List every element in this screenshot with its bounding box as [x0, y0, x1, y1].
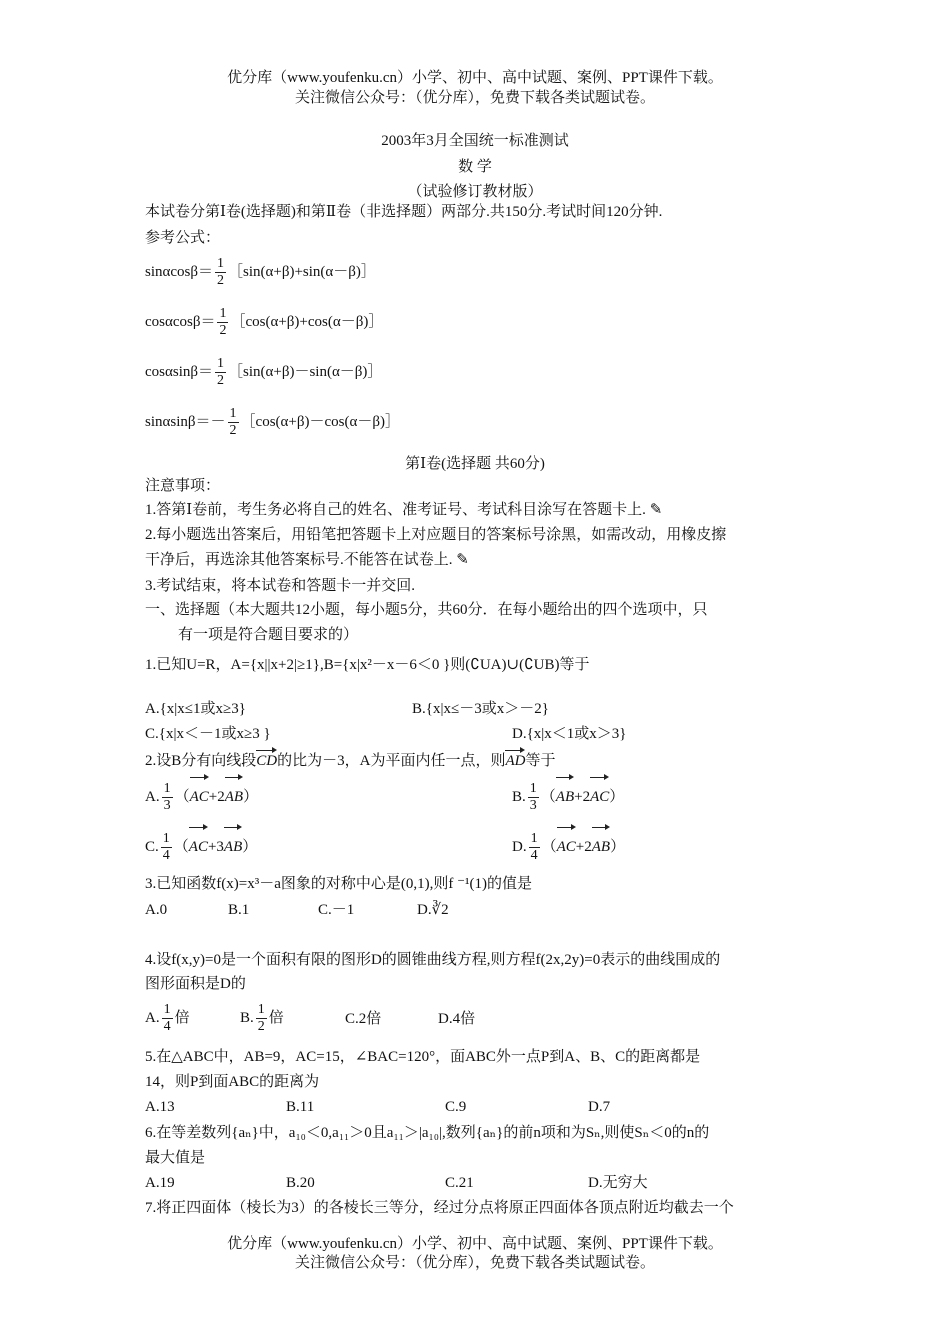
q1-option-c: C.{x|x＜－1或x≥3 } — [145, 726, 271, 742]
subject-title: 数 学 — [458, 159, 492, 175]
q4-option-b: B. $\frac{1}{2}$ 倍 — [240, 1002, 284, 1035]
footer-line-1: 优分库（www.youfenku.cn）小学、初中、高中试题、案例、PPT课件下载。 — [227, 1236, 723, 1252]
question-6-cont: 最大值是 — [145, 1150, 206, 1166]
q5-option-a: A.13 — [145, 1099, 175, 1115]
question-5: 5.在△ABC中，AB=9，AC=15，∠BAC=120°，面ABC外一点P到A、B、C的距离都是 — [145, 1049, 701, 1065]
q5-option-c: C.9 — [445, 1099, 467, 1115]
q2-option-a: A. $\frac{1}{3}$ （AC+2AB） — [145, 776, 258, 815]
q1-option-b: B.{x|x≤－3或x＞－2} — [412, 701, 549, 717]
fraction: $\frac{1}{2}$ — [257, 1002, 265, 1035]
q5-option-d: D.7 — [588, 1099, 611, 1115]
header-line-2: 关注微信公众号：（优分库），免费下载各类试题试卷。 — [294, 90, 655, 106]
footer-line-2: 关注微信公众号：（优分库），免费下载各类试题试卷。 — [294, 1255, 655, 1271]
fraction: $\frac{1}{2}$ — [217, 256, 224, 289]
q2-option-b: B. $\frac{1}{3}$ （AB+2AC） — [512, 776, 624, 815]
fraction: $\frac{1}{3}$ — [163, 781, 171, 814]
q4-option-a: A. $\frac{1}{4}$ 倍 — [145, 1002, 190, 1035]
fraction: $\frac{1}{4}$ — [163, 1002, 171, 1035]
q4-option-d: D.4倍 — [438, 1011, 476, 1027]
note-2-cont: 干净后，再选涂其他答案标号.不能答在试卷上. ✎ — [145, 552, 469, 568]
question-1: 1.已知U=R，A={x||x+2|≥1},B={x|x²－x－6＜0 }则(∁UA)∪(∁UB)等于 — [145, 657, 590, 673]
question-5-cont: 14，则P到面ABC的距离为 — [145, 1074, 320, 1090]
question-7: 7.将正四面体（棱长为3）的各棱长三等分，经过分点将原正四面体各顶点附近均截去一个 — [145, 1200, 734, 1216]
question-4: 4.设f(x,y)=0是一个面积有限的图形D的圆锥曲线方程,则方程f(2x,2y)=0表示的曲线围成的 — [145, 952, 721, 968]
note-2: 2.每小题选出答案后，用铅笔把答题卡上对应题目的答案标号涂黑，如需改动，用橡皮擦 — [145, 527, 727, 543]
q6-option-a: A.19 — [145, 1175, 175, 1191]
q1-option-d: D.{x|x＜1或x＞3} — [512, 726, 627, 742]
question-3: 3.已知函数f(x)=x³－a图象的对称中心是(0,1),则f ⁻¹(1)的值是 — [145, 876, 532, 892]
fraction: $\frac{1}{4}$ — [162, 831, 170, 864]
exam-title: 2003年3月全国统一标准测试 — [381, 133, 569, 149]
notes-label: 注意事项： — [145, 478, 221, 494]
q5-option-b: B.11 — [286, 1099, 315, 1115]
fraction: $\frac{1}{2}$ — [217, 356, 224, 389]
formula-1: sinαcosβ＝ $\frac{1}{2}$ ［sin(α+β)+sin(α－β)］ — [145, 256, 376, 289]
q3-option-b: B.1 — [228, 902, 250, 918]
decorative-mark-icon: ✎ — [452, 552, 469, 568]
q1-option-a: A.{x|x≤1或x≥3} — [145, 701, 246, 717]
section1-heading-cont: 有一项是符合题目要求的） — [178, 627, 359, 643]
fraction: $\frac{1}{2}$ — [229, 406, 237, 439]
q6-option-d: D.无穷大 — [588, 1175, 648, 1191]
q6-option-b: B.20 — [286, 1175, 315, 1191]
note-1: 1.答第Ⅰ卷前，考生务必将自己的姓名、准考证号、考试科目涂写在答题卡上. ✎ — [145, 502, 663, 518]
note-3: 3.考试结束，将本试卷和答题卡一并交回. — [145, 578, 416, 594]
reference-label: 参考公式： — [145, 230, 221, 246]
intro-text: 本试卷分第Ⅰ卷(选择题)和第Ⅱ卷（非选择题）两部分.共150分.考试时间120分钟. — [145, 204, 663, 220]
q3-option-c: C.－1 — [318, 902, 355, 918]
formula-2: cosαcosβ＝ $\frac{1}{2}$ ［cos(α+β)+cos(α－β)］ — [145, 306, 384, 339]
formula-4: sinαsinβ＝－ $\frac{1}{2}$ ［cos(α+β)－cos(α－β)］ — [145, 406, 400, 439]
section1-heading: 一、选择题（本大题共12小题，每小题5分，共60分．在每小题给出的四个选项中，只 — [145, 602, 708, 618]
fraction: $\frac{1}{4}$ — [530, 831, 538, 864]
header-line-1: 优分库（www.youfenku.cn）小学、初中、高中试题、案例、PPT课件下载。 — [227, 70, 723, 86]
question-4-cont: 图形面积是D的 — [145, 976, 246, 992]
fraction: $\frac{1}{2}$ — [219, 306, 227, 339]
vector-cd: CD — [256, 749, 277, 770]
vector-ad: AD — [505, 749, 525, 770]
question-2: 2.设B分有向线段CD的比为－3，A为平面内任一点，则AD等于 — [145, 749, 555, 770]
formula-3: cosαsinβ＝ $\frac{1}{2}$ ［sin(α+β)－sin(α－β)］ — [145, 356, 383, 389]
decorative-mark-icon: ✎ — [645, 502, 663, 518]
q2-option-d: D. $\frac{1}{4}$ （AC+2AB） — [512, 826, 625, 865]
q2-option-c: C. $\frac{1}{4}$ （AC+3AB） — [145, 826, 257, 865]
edition-title: （试验修订教材版） — [407, 184, 543, 200]
part1-title: 第Ⅰ卷(选择题 共60分) — [405, 456, 545, 472]
question-6: 6.在等差数列{aₙ}中，a₁₀＜0,a₁₁＞0且a₁₁＞|a₁₀|,数列{aₙ}的前n项和为Sₙ,则使Sₙ＜0的n的 — [145, 1125, 710, 1141]
fraction: $\frac{1}{3}$ — [529, 781, 537, 814]
q3-option-a: A.0 — [145, 902, 168, 918]
q4-option-c: C.2倍 — [345, 1011, 382, 1027]
q3-option-d: D.∛2 — [417, 902, 449, 918]
q6-option-c: C.21 — [445, 1175, 474, 1191]
